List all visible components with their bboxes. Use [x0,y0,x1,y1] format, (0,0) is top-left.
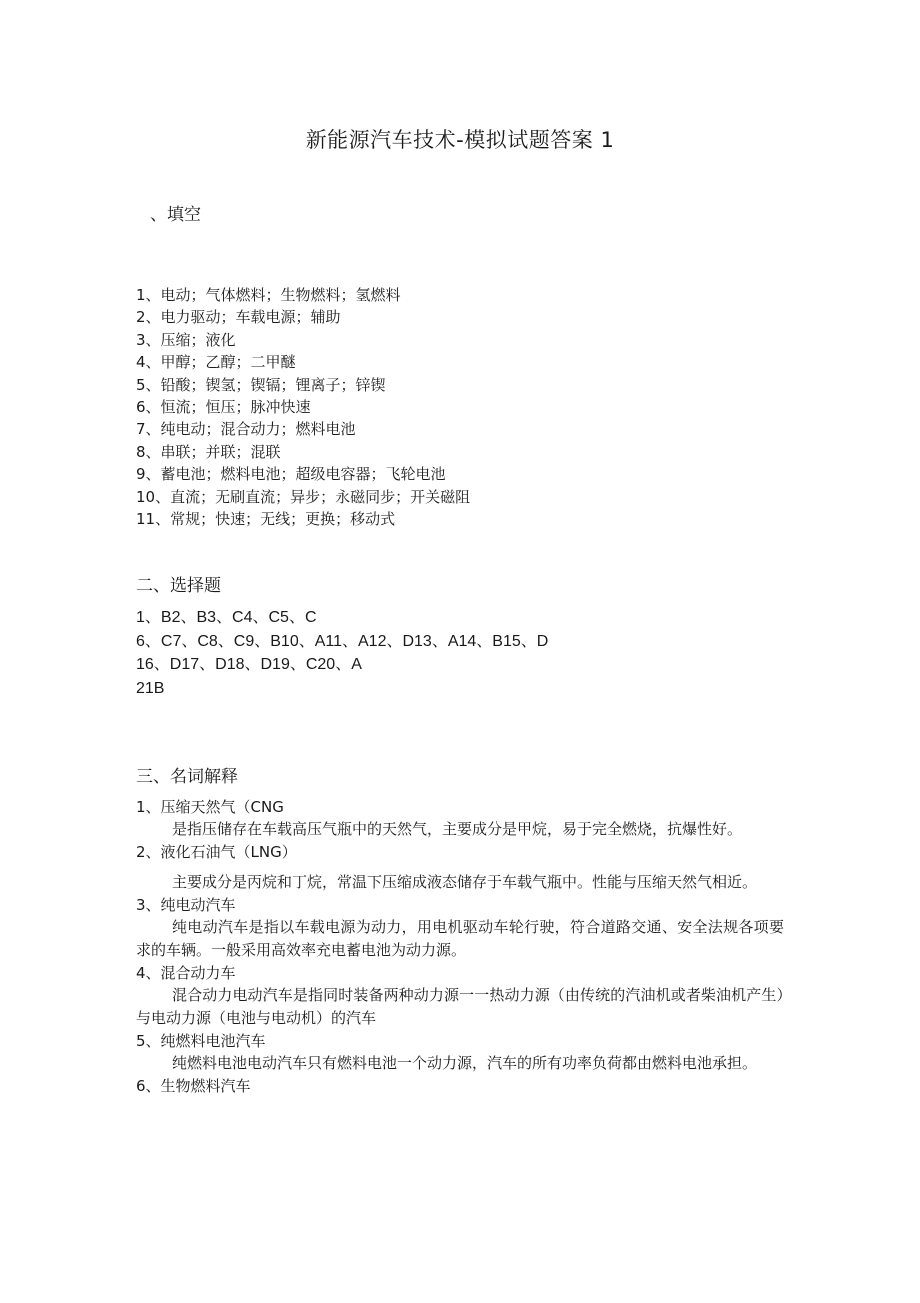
term-definition: 混合动力电动汽车是指同时装备两种动力源一一热动力源（由传统的汽油机或者柴油机产生）与电动力源（电池与电动机）的汽车 [136,986,784,1027]
list-item: 2、电力驱动；车载电源；辅助 [136,308,341,327]
choice-answer-list [136,606,548,701]
section-heading-fill: 、填空 [150,205,201,225]
term-entry [136,1075,784,1097]
term-definition: 纯燃料电池电动汽车只有燃料电池一个动力源，汽车的所有功率负荷都由燃料电池承担。 [172,1054,758,1072]
list-item: 5、铅酸；锲氢；锲镉；锂离子；锌锲 [136,375,386,394]
list-item: 8、串联；并联；混联 [136,442,281,461]
list-item: 6、C7、C8、C9、B10、A11、A12、D13、A14、B15、D [136,632,549,650]
fill-answer-list [136,284,470,530]
list-item: 9、蓄电池；燃料电池；超级电容器；飞轮电池 [136,465,446,484]
list-item: 16、D17、D18、D19、C20、A [136,656,362,674]
list-item: 21B [136,680,165,698]
page-title: 新能源汽车技术-模拟试题答案 1 [305,128,615,152]
term-entry [136,841,784,894]
list-item: 1、电动；气体燃料；生物燃料；氢燃料 [136,286,401,304]
term-name: 1、压缩天然气（CNG [136,798,284,816]
section-heading-choice: 二、选择题 [136,576,221,596]
list-item: 3、压缩；液化 [136,330,236,349]
list-item: 6、恒流；恒压；脉冲快速 [136,397,311,416]
list-item: 4、甲醇；乙醇；二甲醚 [136,353,296,372]
spacer [136,863,784,871]
section-heading-terms: 三、名词解释 [136,767,238,787]
term-name: 2、液化石油气（LNG） [136,843,297,861]
term-name: 4、混合动力车 [136,964,236,982]
term-name: 6、生物燃料汽车 [136,1077,251,1095]
term-definition: 纯电动汽车是指以车载电源为动力，用电机驱动车轮行驶，符合道路交通、安全法规各项要求的车辆。一般采用高效率充电蓄电池为动力源。 [136,918,784,959]
term-entry [136,796,784,841]
list-item: 11、常规；快速；无线；更换；移动式 [136,509,396,528]
term-entry [136,962,784,1030]
term-definitions [136,796,784,1097]
term-entry [136,1030,784,1075]
term-name: 3、纯电动汽车 [136,896,236,914]
list-item: 7、纯电动；混合动力；燃料电池 [136,420,356,439]
term-definition: 主要成分是丙烷和丁烷，常温下压缩成液态储存于车载气瓶中。性能与压缩天然气相近。 [172,873,758,891]
term-name: 5、纯燃料电池汽车 [136,1032,266,1050]
term-entry [136,894,784,962]
term-definition: 是指压储存在车载高压气瓶中的天然气，主要成分是甲烷，易于完全燃烧，抗爆性好。 [172,820,743,838]
list-item: 10、直流；无刷直流；异步；永磁同步；开关磁阻 [136,487,471,506]
list-item: 1、B2、B3、C4、C5、C [136,609,317,626]
